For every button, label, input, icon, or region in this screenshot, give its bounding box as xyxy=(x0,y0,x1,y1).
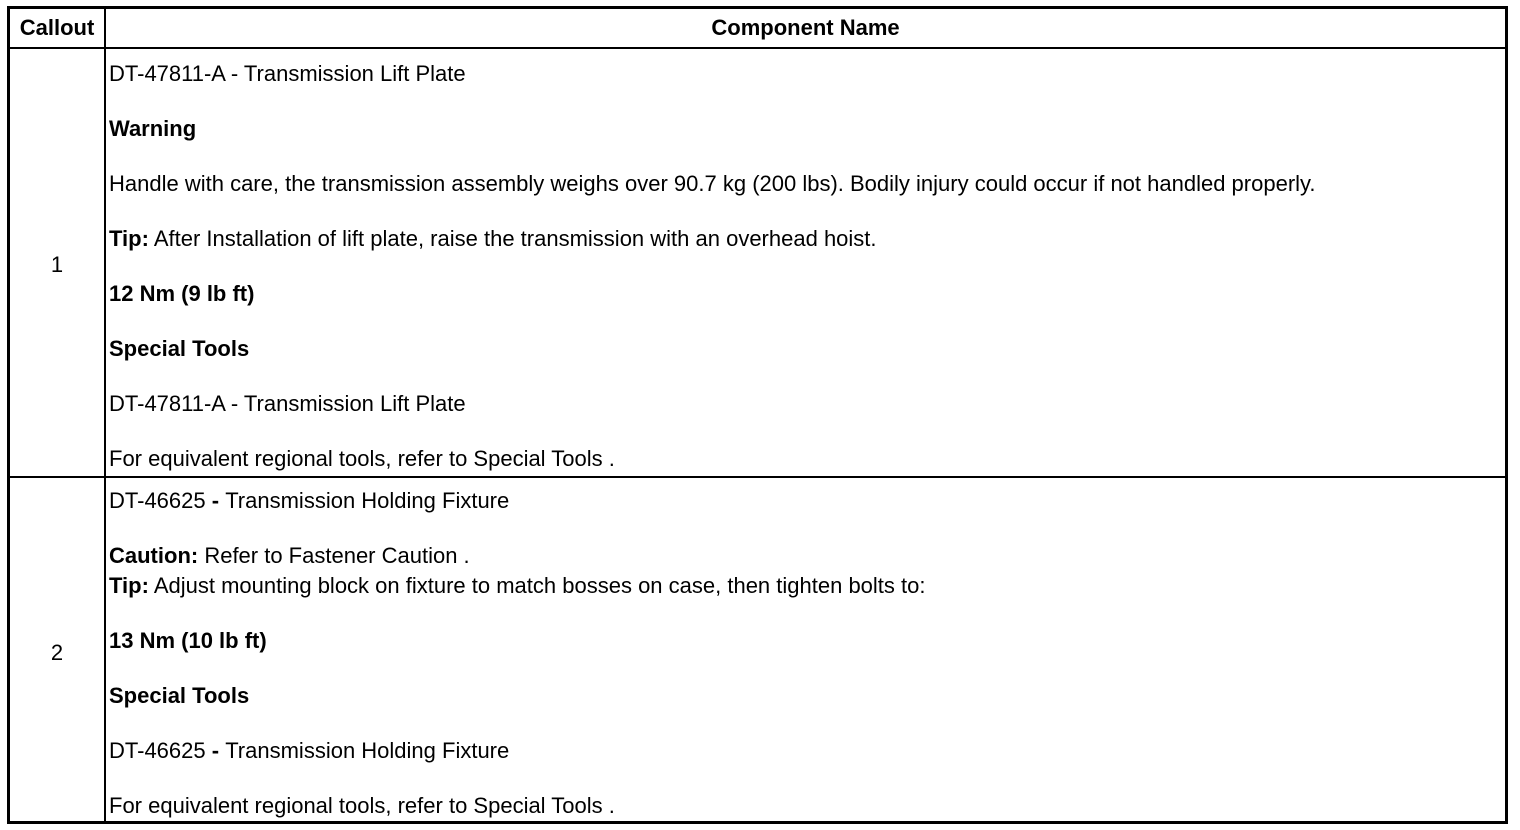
row2-caution xyxy=(109,543,470,569)
row2-caution-text: Refer to Fastener Caution . xyxy=(198,543,470,568)
column-divider xyxy=(104,9,106,821)
row2-special-tool-prefix: DT-46625 xyxy=(109,738,206,763)
row2-special-tool xyxy=(109,738,509,764)
table-header-row xyxy=(10,9,1505,49)
row2-tip-text: Adjust mounting block on fixture to match bosses on case, then tighten bolts to: xyxy=(148,573,926,598)
row2-equivalent-note: For equivalent regional tools, refer to Special Tools . xyxy=(109,793,615,818)
row1-tip-text: After Installation of lift plate, raise the transmission with an overhead hoist. xyxy=(148,226,877,251)
row2-special-tool-sep: - xyxy=(205,738,226,763)
row2-torque: 13 Nm (10 lb ft) xyxy=(109,628,267,653)
row-divider xyxy=(10,476,1505,478)
row2-title-prefix: DT-46625 xyxy=(109,488,206,513)
row1-warning-heading: Warning xyxy=(109,116,197,141)
row1-special-tools-heading: Special Tools xyxy=(109,336,250,361)
row1-torque: 12 Nm (9 lb ft) xyxy=(109,281,255,306)
row1-tip-label: Tip: xyxy=(109,226,149,251)
row2-title-sep: - xyxy=(205,488,226,513)
header-callout: Callout xyxy=(19,15,95,40)
header-component-name: Component Name xyxy=(711,15,900,40)
callout-number-1: 1 xyxy=(50,252,64,277)
row1-equivalent-note: For equivalent regional tools, refer to Special Tools . xyxy=(109,446,615,471)
callout-number-2: 2 xyxy=(50,640,64,665)
row2-tip-label: Tip: xyxy=(109,573,149,598)
row2-title xyxy=(109,488,509,514)
row2-title-rest: Transmission Holding Fixture xyxy=(225,488,510,513)
row2-special-tools-heading: Special Tools xyxy=(109,683,250,708)
row1-title: DT-47811-A - Transmission Lift Plate xyxy=(109,61,466,86)
row1-tip xyxy=(109,226,877,252)
row1-warning-text: Handle with care, the transmission assembly weighs over 90.7 kg (200 lbs). Bodily injury could occur if not handled properly. xyxy=(109,171,1316,196)
row1-special-tool: DT-47811-A - Transmission Lift Plate xyxy=(109,391,466,416)
row2-special-tool-rest: Transmission Holding Fixture xyxy=(225,738,510,763)
component-table xyxy=(7,6,1508,824)
row2-tip xyxy=(109,573,926,599)
row2-caution-label: Caution: xyxy=(109,543,199,568)
